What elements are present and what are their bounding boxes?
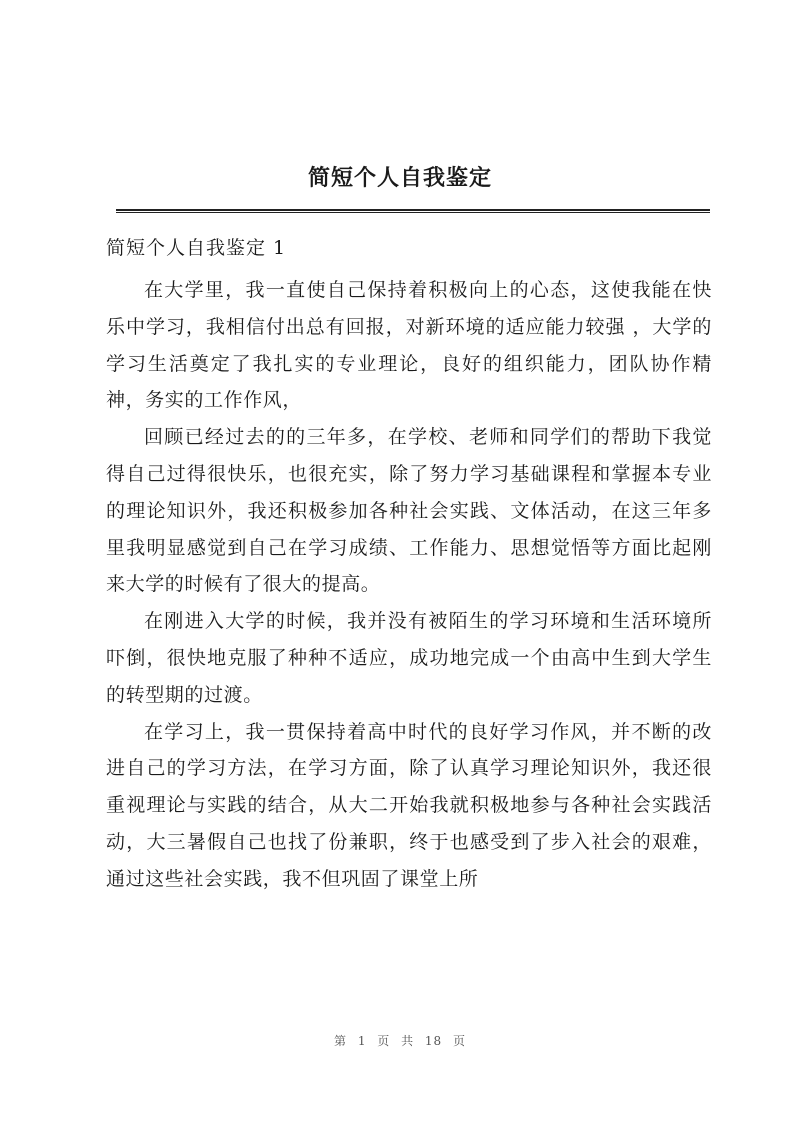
body-paragraph: 在大学里，我一直使自己保持着积极向上的心态，这使我能在快乐中学习，我相信付出总有回报，对新环境的适应能力较强 ，大学的学习生活奠定了我扎实的专业理论，良好的组织能力，团队协作精神，务实的工作作风， [106, 279, 712, 412]
body-paragraph: 在学习上，我一贯保持着高中时代的良好学习作风，并不断的改进自己的学习方法，在学习方面，除了认真学习理论知识外，我还很重视理论与实践的结合，从大二开始我就积极地参与各种社会实践活动，大三暑假自己也找了份兼职，终于也感受到了步入社会的艰难，通过这些社会实践，我不但巩固了课堂上所 [106, 720, 712, 890]
page-number-footer: 第 1 页 共 18 页 [334, 1034, 466, 1048]
section-heading: 简短个人自我鉴定 1 [106, 237, 287, 259]
document-body [106, 272, 712, 898]
title-divider [116, 209, 710, 213]
body-paragraph: 在刚进入大学的时候，我并没有被陌生的学习环境和生活环境所吓倒，很快地克服了种种不适应，成功地完成一个由高中生到大学生的转型期的过渡。 [106, 610, 712, 706]
page-title: 简短个人自我鉴定 [307, 165, 492, 191]
body-paragraph: 回顾已经过去的的三年多，在学校、老师和同学们的帮助下我觉得自己过得很快乐，也很充实，除了努力学习基础课程和掌握本专业的理论知识外，我还积极参加各种社会实践、文体活动，在这三年多里我明显感觉到自己在学习成绩、工作能力、思想觉悟等方面比起刚来大学的时候有了很大的提高。 [106, 426, 712, 596]
